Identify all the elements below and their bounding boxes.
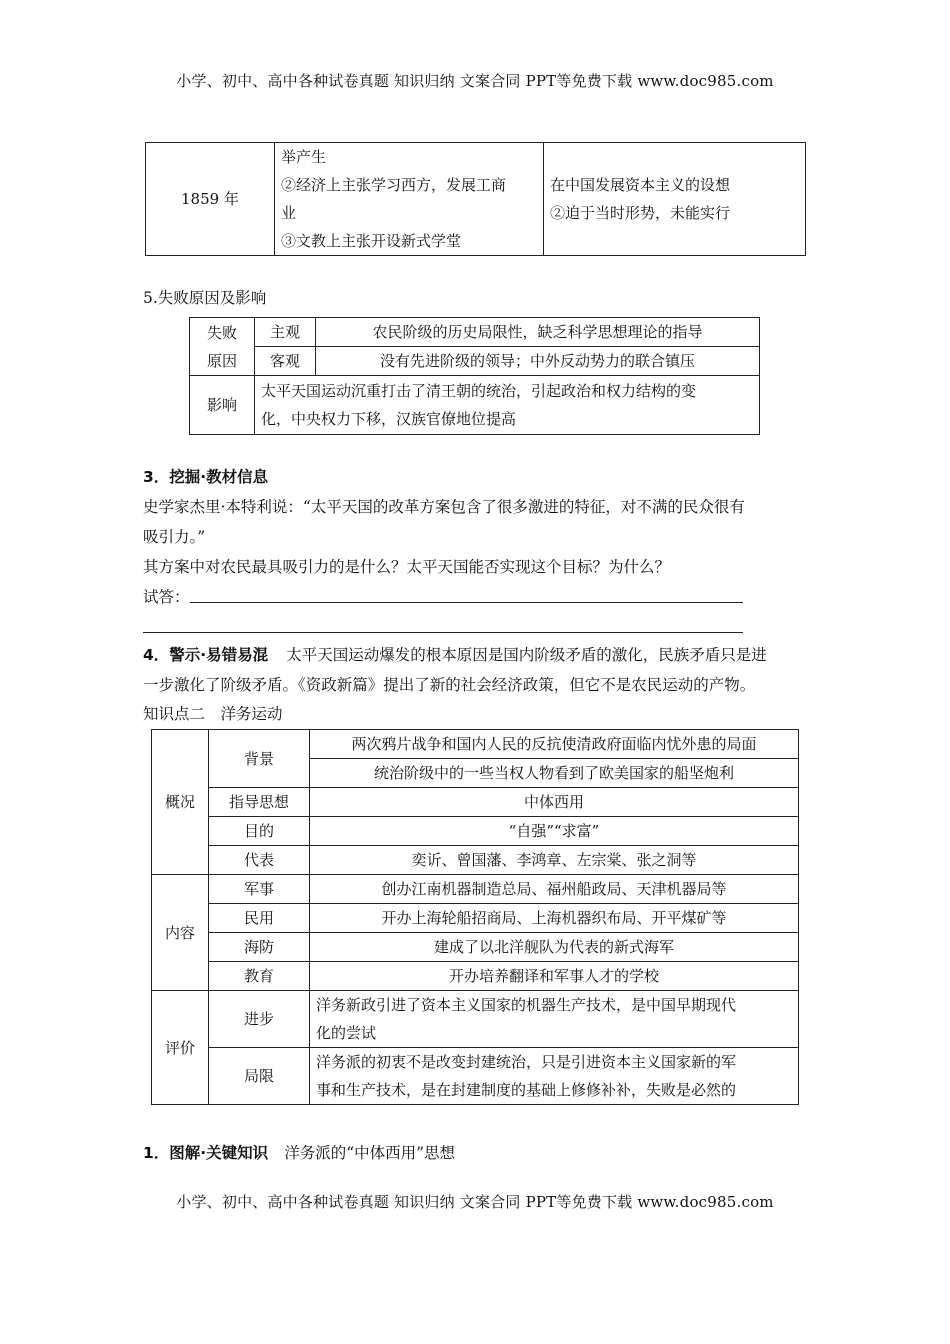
civil-text: 开办上海轮船招商局、上海机器织布局、开平煤矿等	[310, 904, 799, 933]
objective-text: 没有先进阶级的领导；中外反动势力的联合镇压	[316, 347, 760, 376]
impact-line: 太平天国运动沉重打击了清王朝的统治，引起政治和权力结构的变	[261, 382, 697, 400]
impact-text	[255, 376, 760, 435]
guiding-label: 指导思想	[209, 788, 310, 817]
warn-line: 一步激化了阶级矛盾。《资政新篇》提出了新的社会经济政策，但它不是农民运动的产物。	[143, 676, 756, 694]
page-footer: 小学、初中、高中各种试卷真题 知识归纳 文案合同 PPT等免费下载 www.doc985.com	[176, 1193, 774, 1211]
subjective-text: 农民阶级的历史局限性，缺乏科学思想理论的指导	[316, 318, 760, 347]
warn-block	[143, 640, 823, 700]
proposal-line: 业	[281, 204, 297, 222]
knowledge-title: 知识点二 洋务运动	[143, 705, 283, 723]
guiding-text: 中体西用	[310, 788, 799, 817]
dig-quote	[143, 492, 813, 552]
limits-text	[310, 1048, 799, 1105]
purpose-label: 目的	[209, 817, 310, 846]
limits-line: 事和生产技术，是在封建制度的基础上修修补补，失败是必然的	[316, 1081, 737, 1099]
fail-reason-label	[190, 318, 255, 376]
background-label: 背景	[209, 730, 310, 788]
limits-label: 局限	[209, 1048, 310, 1105]
impact-label: 影响	[190, 376, 255, 435]
objective-label: 客观	[255, 347, 316, 376]
answer-line[interactable]	[190, 602, 743, 603]
proposal-line: ③文教上主张开设新式学堂	[281, 232, 462, 250]
warn-line	[143, 640, 823, 670]
military-label: 军事	[209, 875, 310, 904]
quote-line: 吸引力。”	[143, 528, 206, 546]
quote-line: 史学家杰里·本特利说：“太平天国的改革方案包含了很多激进的特征，对不满的民众很有	[143, 498, 745, 516]
year-cell: 1859 年	[146, 143, 275, 256]
navy-label: 海防	[209, 933, 310, 962]
subjective-label: 主观	[255, 318, 316, 347]
impact-line: 化，中央权力下移，汉族官僚地位提高	[261, 410, 517, 428]
evaluation-line: ②迫于当时形势，未能实行	[550, 204, 731, 222]
section-heading: 5.失败原因及影响	[143, 289, 267, 307]
fail-label-line: 失败	[206, 323, 237, 342]
civil-label: 民用	[209, 904, 310, 933]
navy-text: 建成了以北洋舰队为代表的新式海军	[310, 933, 799, 962]
progress-text	[310, 991, 799, 1048]
answer-line[interactable]	[143, 632, 743, 633]
dig-heading: 3．挖掘·教材信息	[143, 468, 269, 486]
evaluation-cell	[544, 143, 806, 256]
overview-label: 概况	[152, 730, 209, 875]
evaluation-line: 在中国发展资本主义的设想	[550, 176, 731, 194]
military-text: 创办江南机器制造总局、福州船政局、天津机器局等	[310, 875, 799, 904]
reps-label: 代表	[209, 846, 310, 875]
fail-label-line: 原因	[206, 351, 237, 370]
evaluation-label: 评价	[152, 991, 209, 1105]
proposal-line: ②经济上主张学习西方，发展工商	[281, 176, 507, 194]
yangwu-table	[151, 729, 799, 1105]
background-text: 两次鸦片战争和国内人民的反抗使清政府面临内忧外患的局面	[310, 730, 799, 759]
background-text: 统治阶级中的一些当权人物看到了欧美国家的船坚炮利	[310, 759, 799, 788]
answer-label: 试答：	[143, 588, 190, 606]
limits-line: 洋务派的初衷不是改变封建统治，只是引进资本主义国家新的军	[316, 1053, 737, 1071]
proposal-cell	[275, 143, 544, 256]
failure-table	[189, 317, 760, 435]
purpose-text: “自强”“求富”	[310, 817, 799, 846]
key-heading: 1．图解·关键知识	[143, 1144, 269, 1162]
education-label: 教育	[209, 962, 310, 991]
key-knowledge	[143, 1138, 455, 1168]
key-text: 洋务派的“中体西用”思想	[284, 1144, 456, 1162]
progress-line: 洋务新政引进了资本主义国家的机器生产技术，是中国早期现代	[316, 996, 737, 1014]
education-text: 开办培养翻译和军事人才的学校	[310, 962, 799, 991]
warn-heading: 4．警示·易错易混	[143, 646, 269, 664]
reps-text: 奕䜣、曾国藩、李鸿章、左宗棠、张之洞等	[310, 846, 799, 875]
reform-table	[145, 142, 806, 256]
dig-question: 其方案中对农民最具吸引力的是什么？太平天国能否实现这个目标？为什么？	[143, 558, 671, 576]
content-label: 内容	[152, 875, 209, 991]
proposal-line: 举产生	[281, 148, 327, 166]
progress-line: 化的尝试	[316, 1024, 377, 1042]
page-header: 小学、初中、高中各种试卷真题 知识归纳 文案合同 PPT等免费下载 www.doc985.com	[176, 72, 774, 90]
progress-label: 进步	[209, 991, 310, 1048]
warn-text: 太平天国运动爆发的根本原因是国内阶级矛盾的激化，民族矛盾只是进	[286, 646, 767, 664]
